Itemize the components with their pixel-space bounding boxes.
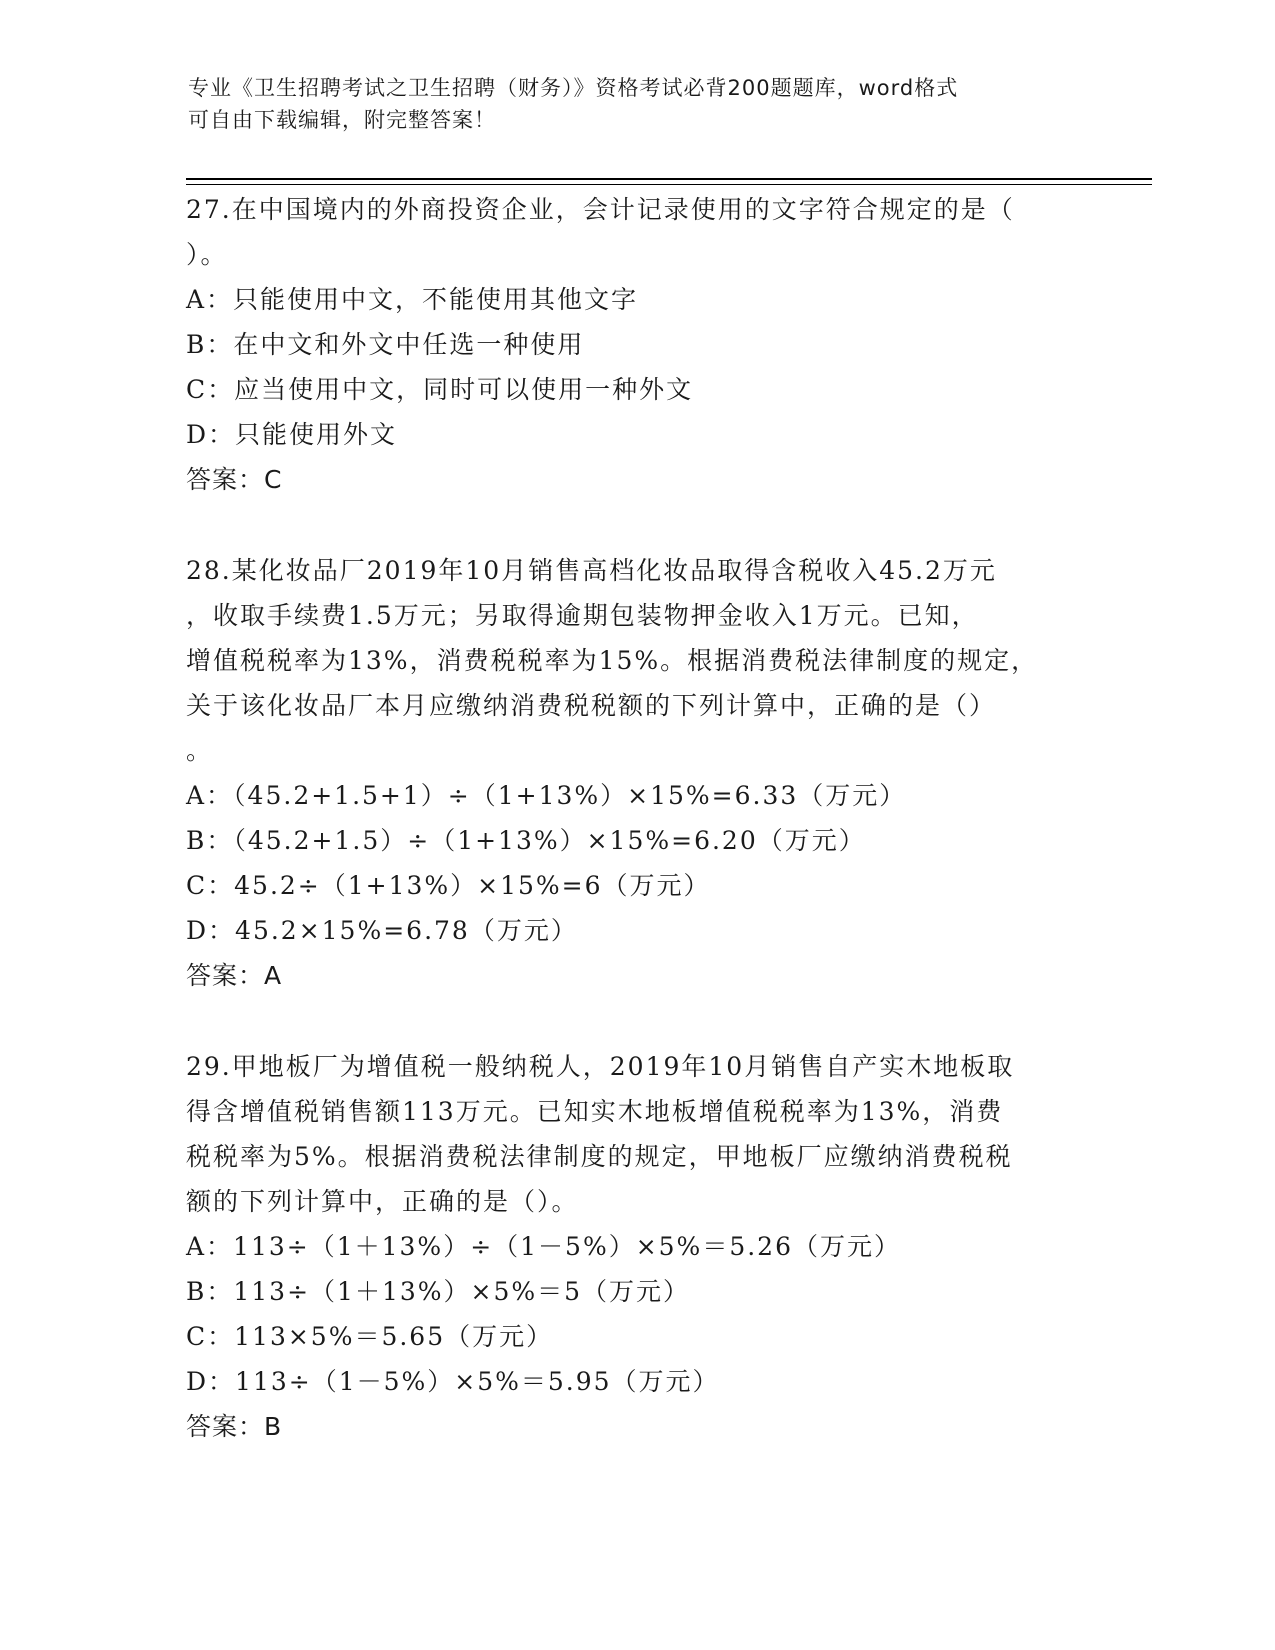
answer: 答案：B [186,1412,283,1441]
header-line: 可自由下载编辑，附完整答案！ [188,108,496,132]
question-text: 得含增值税销售额113万元。已知实木地板增值税税率为13%，消费 [186,1097,1004,1126]
question-text: 27.在中国境内的外商投资企业，会计记录使用的文字符合规定的是（ [186,195,1015,224]
question-text: 29.甲地板厂为增值税一般纳税人，2019年10月销售自产实木地板取 [186,1052,1015,1081]
question-28 [186,548,1086,998]
answer: 答案：A [186,961,283,990]
option-c: C：应当使用中文，同时可以使用一种外文 [186,375,694,404]
option-a: A：只能使用中文，不能使用其他文字 [186,285,639,314]
question-27 [186,187,1086,502]
option-a: A：（45.2+1.5+1）÷（1+13%）×15%=6.33（万元） [186,781,907,810]
option-d: D：113÷（1－5%）×5%＝5.95（万元） [186,1367,720,1396]
question-text: 额的下列计算中，正确的是（）。 [186,1187,579,1216]
header-divider-thin [186,184,1152,185]
header-divider-thick [186,178,1152,180]
spacer [186,502,1086,548]
question-29 [186,1044,1086,1449]
option-b: B：在中文和外文中任选一种使用 [186,330,585,359]
question-list [186,187,1086,1449]
option-a: A：113÷（1＋13%）÷（1－5%）×5%＝5.26（万元） [186,1232,901,1261]
question-text: ）。 [186,240,228,269]
question-text: ，收取手续费1.5万元；另取得逾期包装物押金收入1万元。已知， [186,601,979,630]
header-line: 专业《卫生招聘考试之卫生招聘（财务）》资格考试必背200题题库，word格式 [188,76,959,100]
question-text: 。 [186,736,214,765]
option-b: B：（45.2+1.5）÷（1+13%）×15%=6.20（万元） [186,826,866,855]
question-text: 税税率为5%。根据消费税法律制度的规定，甲地板厂应缴纳消费税税 [186,1142,1013,1171]
option-c: C：45.2÷（1+13%）×15%=6（万元） [186,871,711,900]
question-text: 增值税税率为13%，消费税税率为15%。根据消费税法律制度的规定， [186,646,1039,675]
spacer [186,998,1086,1044]
answer: 答案：C [186,465,283,494]
option-d: D：45.2×15%=6.78（万元） [186,916,578,945]
document-header [188,72,1088,136]
question-text: 关于该化妆品厂本月应缴纳消费税税额的下列计算中，正确的是（） [186,691,997,720]
option-d: D：只能使用外文 [186,420,398,449]
question-text: 28.某化妆品厂2019年10月销售高档化妆品取得含税收入45.2万元 [186,556,997,585]
option-c: C：113×5%＝5.65（万元） [186,1322,554,1351]
option-b: B：113÷（1＋13%）×5%＝5（万元） [186,1277,691,1306]
